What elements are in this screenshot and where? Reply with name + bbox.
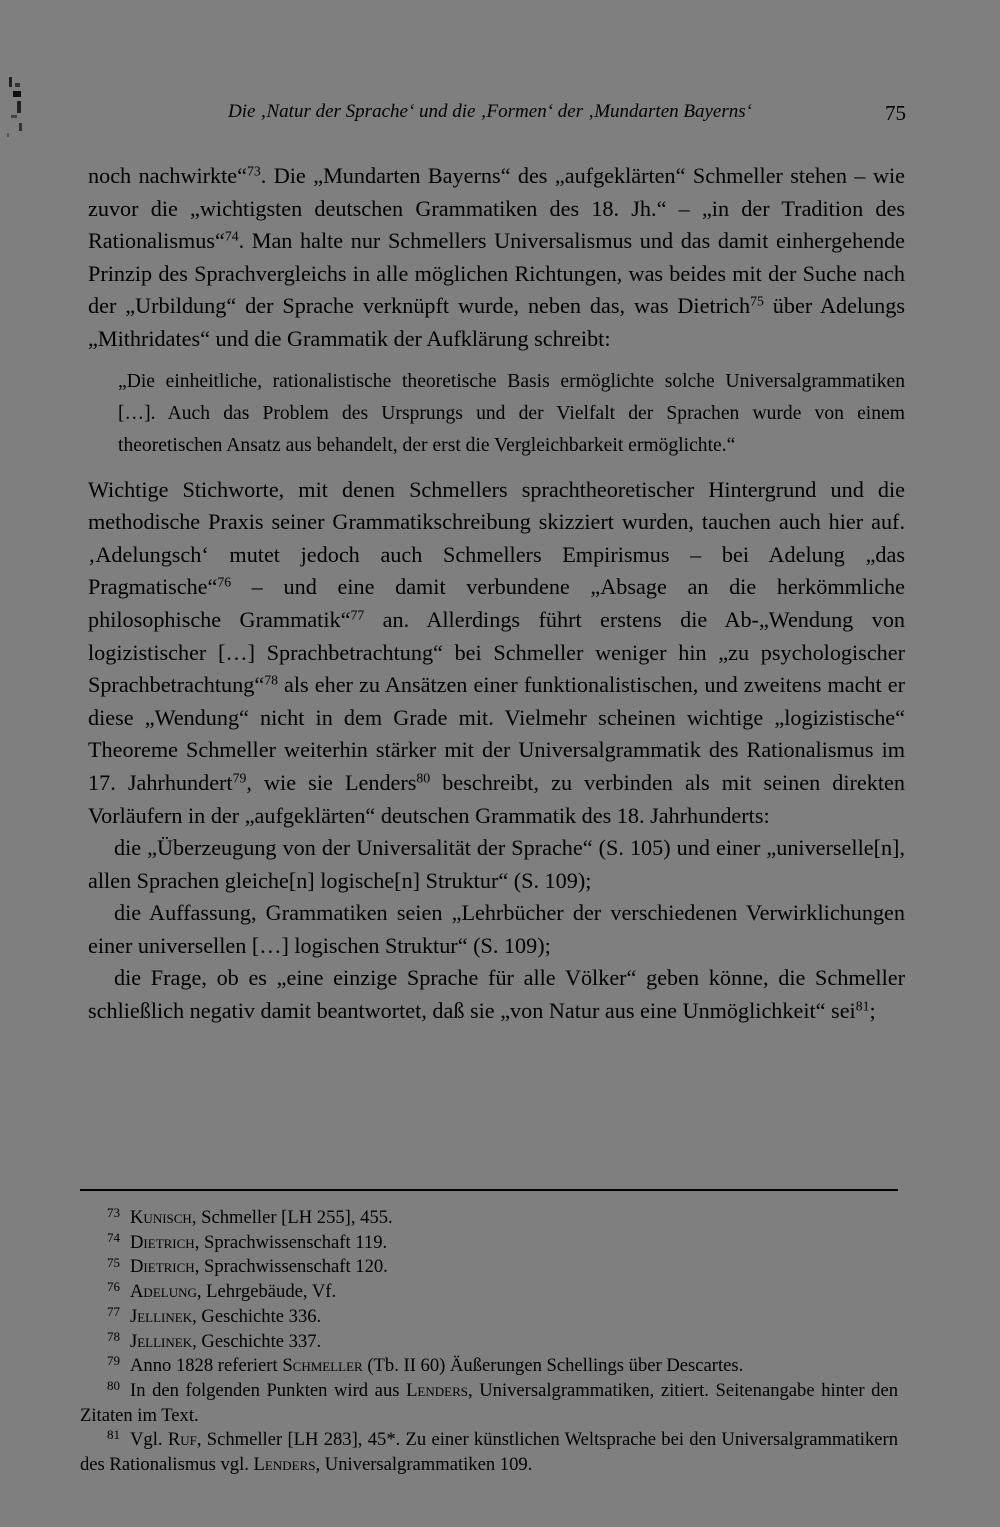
footnote-text: , Lehrgebäude, Vf. [196, 1281, 337, 1303]
list-item-1: die „Überzeugung von der Universalität der Sprache“ (S. 105) und einer „universelle[n], allen Sprachen gleiche[n] logische[n] Struktur“ (S. 109); [88, 835, 905, 893]
footnote-81: 81 Vgl. Ruf, Schmeller [LH 283], 45*. Zu einer künstlichen Weltsprache bei den Universalgrammatikern des Rationalismus vgl. Lenders, Universalgrammatiken 109. [80, 1427, 898, 1476]
footnote-text: , Schmeller [LH 283], 45*. Zu einer künstlichen Weltsprache bei den Universalgrammatikern des Rationalismus vgl. [80, 1429, 898, 1476]
footnote-80: 80 In den folgenden Punkten wird aus Lenders, Universalgrammatiken, zitiert. Seitenangabe hinter den Zitaten im Text. [80, 1378, 899, 1426]
footnote-divider [80, 1189, 898, 1191]
footnote-author: Ruf [167, 1429, 197, 1451]
footnote-author: Dietrich [130, 1256, 195, 1278]
main-text [88, 160, 905, 1028]
footnote-ref-81: 81 [855, 998, 870, 1014]
footnote-text: , Sprachwissenschaft 120. [194, 1256, 388, 1278]
footnote-text: , Geschichte 337. [192, 1330, 322, 1352]
text-run: – und eine damit verbundene „Absage an die herkömmliche philosophische Grammatik“ [88, 574, 905, 632]
block-quote: „Die einheitliche, rationalistische theoretische Basis ermöglichte solche Universalgrammatiken […]. Auch das Problem des Ursprungs und der Vielfalt der Sprachen wurde von einem theoretischen Ansatz aus behandelt, der erst die Vergleichbarkeit ermöglichte.“ [118, 370, 905, 456]
text-run: noch nachwirkte“ [88, 163, 247, 188]
footnote-ref-78: 78 [264, 672, 278, 688]
footnote-author: Kunisch [130, 1207, 192, 1228]
text-run: beschreibt, zu verbinden als mit seinen direkten Vorläufern in der „aufgeklärten“ deutschen Grammatik des 18. Jahrhunderts: [88, 769, 905, 828]
footnote-ref-77: 77 [350, 607, 365, 623]
footnote-75: 75 Dietrich, Sprachwissenschaft 120. [106, 1254, 388, 1278]
footnote-ref-73: 73 [247, 163, 261, 179]
footnote-text: , Universalgrammatiken 109. [315, 1454, 533, 1476]
paragraph-1 [88, 160, 905, 356]
footnote-author: Jellinek [130, 1330, 193, 1352]
text-run: die Frage, ob es „eine einzige Sprache für alle Völker“ geben könne, die Schmeller schließlich negativ damit beantwortet, daß sie „von Natur aus eine Unmöglichkeit“ sei [88, 965, 905, 1024]
footnote-author: Adelung [130, 1281, 197, 1303]
footnote-text: Vgl. [130, 1429, 168, 1451]
footnote-ref-79: 79 [232, 770, 247, 786]
footnote-77: 77 Jellinek, Geschichte 336. [106, 1303, 322, 1327]
footnote-author: Lenders [253, 1454, 316, 1476]
footnote-author: Jellinek [130, 1305, 193, 1327]
text-run: . Die „Mundarten Bayerns“ des „aufgeklärten“ Schmeller stehen – wie zuvor die „wichtigsten deutschen Grammatiken des 18. Jh.“ – „in der Tradition des Rationalismus“ [88, 163, 906, 254]
list-item-3 [88, 962, 905, 1027]
footnote-text: In den folgenden Punkten wird aus [130, 1379, 407, 1401]
text-run: . Man halte nur Schmellers Universalismus und das damit einhergehende Prinzip des Sprachvergleichs in alle möglichen Richtungen, was beides mit der Suche nach der „Urbildung“ der Sprache verknüpft wurde, neben das, was Dietrich [88, 228, 905, 319]
text-run: als eher zu Ansätzen einer funktionalistischen, und zweitens macht er diese „Wendung“ nicht in dem Grade mit. Vielmehr scheinen wichtige „logizistische“ Theoreme Schmeller weiterhin stärker mit der Universalgrammatik des Rationalismus im 17. Jahrhundert [88, 672, 905, 795]
text-run: Wichtige Stichworte, mit denen Schmellers sprachtheoretischer Hintergrund und die methodische Praxis seiner Grammatikschreibung skizziert wurden, tauchen auch hier auf. ‚Adelungsch‘ mutet jedoch auch Schmellers Empirismus – bei Adelung „das Pragmatische“ [88, 476, 905, 600]
text-run: über Adelungs „Mithridates“ und die Grammatik der Aufklärung schreibt: [88, 293, 905, 351]
text-run: ; [869, 998, 876, 1024]
footnote-73: 73 Kunisch, Schmeller [LH 255], 455. [106, 1205, 393, 1228]
footnote-74: 74 Dietrich, Sprachwissenschaft 119. [106, 1229, 388, 1253]
footnote-ref-74: 74 [224, 228, 239, 244]
text-run: , wie sie Lenders [246, 769, 417, 795]
footnote-text: (Tb. II 60) Äußerungen Schellings über Descartes. [362, 1355, 744, 1377]
text-run: an. Allerdings führt erstens die Ab-„Wendung von logizistischer […] Sprachbetrachtung“ bei Schmeller weniger hin „zu psychologischer Sprachbetrachtung“ [88, 606, 906, 698]
footnote-ref-80: 80 [416, 770, 431, 786]
footnotes [80, 1206, 898, 1478]
footnote-text: , Geschichte 336. [192, 1305, 322, 1327]
footnote-author: Dietrich [130, 1231, 195, 1253]
footnote-text: , Universalgrammatiken, zitiert. Seitenangabe hinter den Zitaten im Text. [80, 1379, 899, 1426]
footnote-text: , Sprachwissenschaft 119. [194, 1231, 388, 1253]
footnote-78: 78 Jellinek, Geschichte 337. [106, 1328, 322, 1352]
page-number: 75 [885, 101, 906, 125]
paragraph-2 [88, 474, 905, 833]
footnote-author: Schmeller [282, 1355, 363, 1377]
scan-edge-noise [3, 75, 25, 145]
footnote-text: , Schmeller [LH 255], 455. [191, 1207, 393, 1228]
footnote-76: 76 Adelung, Lehrgebäude, Vf. [106, 1279, 337, 1303]
footnote-text: Anno 1828 referiert [130, 1355, 283, 1377]
running-title: Die ‚Natur der Sprache‘ und die ‚Formen‘ der ‚Mundarten Bayerns‘ [228, 101, 752, 122]
footnote-ref-76: 76 [217, 574, 232, 590]
list-item-2: die Auffassung, Grammatiken seien „Lehrbücher der verschiedenen Verwirklichungen einer universellen […] logischen Struktur“ (S. 109); [88, 900, 905, 958]
footnote-ref-75: 75 [750, 293, 764, 309]
footnote-79: 79 Anno 1828 referiert Schmeller (Tb. II 60) Äußerungen Schellings über Descartes. [106, 1353, 744, 1377]
footnote-author: Lenders [406, 1379, 468, 1401]
